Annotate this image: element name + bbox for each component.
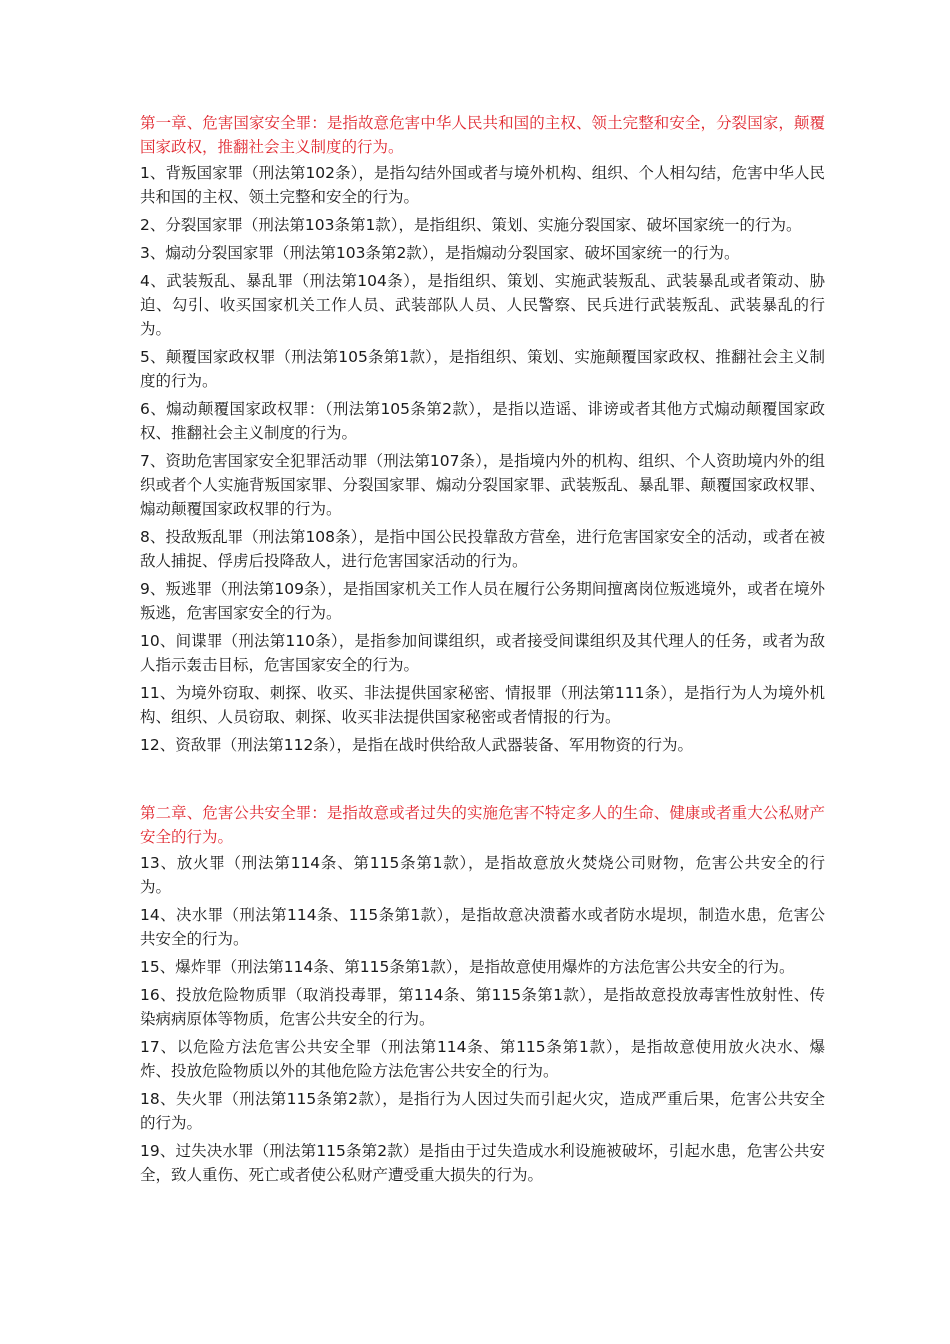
- list-item: 17、以危险方法危害公共安全罪（刑法第114条、第115条第1款），是指故意使用放火决水、爆炸、投放危险物质以外的其他危险方法危害公共安全的行为。: [140, 1038, 825, 1080]
- list-item: 6、煽动颠覆国家政权罪：（刑法第105条第2款），是指以造谣、诽谤或者其他方式煽动颠覆国家政权、推翻社会主义制度的行为。: [140, 400, 825, 442]
- list-item: 3、煽动分裂国家罪（刑法第103条第2款），是指煽动分裂国家、破坏国家统一的行为。: [140, 244, 740, 262]
- chapter-heading: 第一章、危害国家安全罪：是指故意危害中华人民共和国的主权、领土完整和安全，分裂国家，颠覆国家政权，推翻社会主义制度的行为。: [140, 114, 825, 156]
- list-item: 15、爆炸罪（刑法第114条、第115条第1款），是指故意使用爆炸的方法危害公共安全的行为。: [140, 958, 795, 976]
- list-item: 5、颠覆国家政权罪（刑法第105条第1款），是指组织、策划、实施颠覆国家政权、推翻社会主义制度的行为。: [140, 348, 825, 390]
- list-item: 12、资敌罪（刑法第112条），是指在战时供给敌人武器装备、军用物资的行为。: [140, 736, 694, 754]
- list-item: 13、放火罪（刑法第114条、第115条第1款），是指故意放火焚烧公司财物，危害公共安全的行为。: [140, 854, 825, 896]
- list-item: 10、间谍罪（刑法第110条），是指参加间谍组织，或者接受间谍组织及其代理人的任务，或者为敌人指示轰击目标，危害国家安全的行为。: [140, 632, 825, 674]
- list-item: 11、为境外窃取、刺探、收买、非法提供国家秘密、情报罪（刑法第111条），是指行为人为境外机构、组织、人员窃取、刺探、收买非法提供国家秘密或者情报的行为。: [140, 684, 825, 726]
- list-item: 4、武装叛乱、暴乱罪（刑法第104条），是指组织、策划、实施武装叛乱、武装暴乱或者策动、胁迫、勾引、收买国家机关工作人员、武装部队人员、人民警察、民兵进行武装叛乱、武装暴乱的行为。: [140, 272, 825, 338]
- chapter-heading: 第二章、危害公共安全罪：是指故意或者过失的实施危害不特定多人的生命、健康或者重大公私财产安全的行为。: [140, 804, 825, 846]
- list-item: 14、决水罪（刑法第114条、115条第1款），是指故意决溃蓄水或者防水堤坝，制造水患，危害公共安全的行为。: [140, 906, 825, 948]
- list-item: 2、分裂国家罪（刑法第103条第1款），是指组织、策划、实施分裂国家、破坏国家统一的行为。: [140, 216, 802, 234]
- list-item: 8、投敌叛乱罪（刑法第108条），是指中国公民投靠敌方营垒，进行危害国家安全的活动，或者在被敌人捕捉、俘虏后投降敌人，进行危害国家活动的行为。: [140, 528, 825, 570]
- list-item: 19、过失决水罪（刑法第115条第2款）是指由于过失造成水利设施被破坏，引起水患，危害公共安全，致人重伤、死亡或者使公私财产遭受重大损失的行为。: [140, 1142, 825, 1184]
- list-item: 16、投放危险物质罪（取消投毒罪，第114条、第115条第1款），是指故意投放毒害性放射性、传染病病原体等物质，危害公共安全的行为。: [140, 986, 825, 1028]
- list-item: 9、叛逃罪（刑法第109条），是指国家机关工作人员在履行公务期间擅离岗位叛逃境外，或者在境外叛逃，危害国家安全的行为。: [140, 580, 825, 622]
- list-item: 7、资助危害国家安全犯罪活动罪（刑法第107条），是指境内外的机构、组织、个人资助境内外的组织或者个人实施背叛国家罪、分裂国家罪、煽动分裂国家罪、武装叛乱、暴乱罪、颠覆国家政权罪、煽动颠覆国家政权罪的行为。: [140, 452, 825, 518]
- document-body: [140, 111, 825, 1191]
- list-item: 1、背叛国家罪（刑法第102条），是指勾结外国或者与境外机构、组织、个人相勾结，危害中华人民共和国的主权、领土完整和安全的行为。: [140, 164, 825, 206]
- list-item: 18、失火罪（刑法第115条第2款），是指行为人因过失而引起火灾，造成严重后果，危害公共安全的行为。: [140, 1090, 825, 1132]
- section-spacer: [140, 761, 825, 801]
